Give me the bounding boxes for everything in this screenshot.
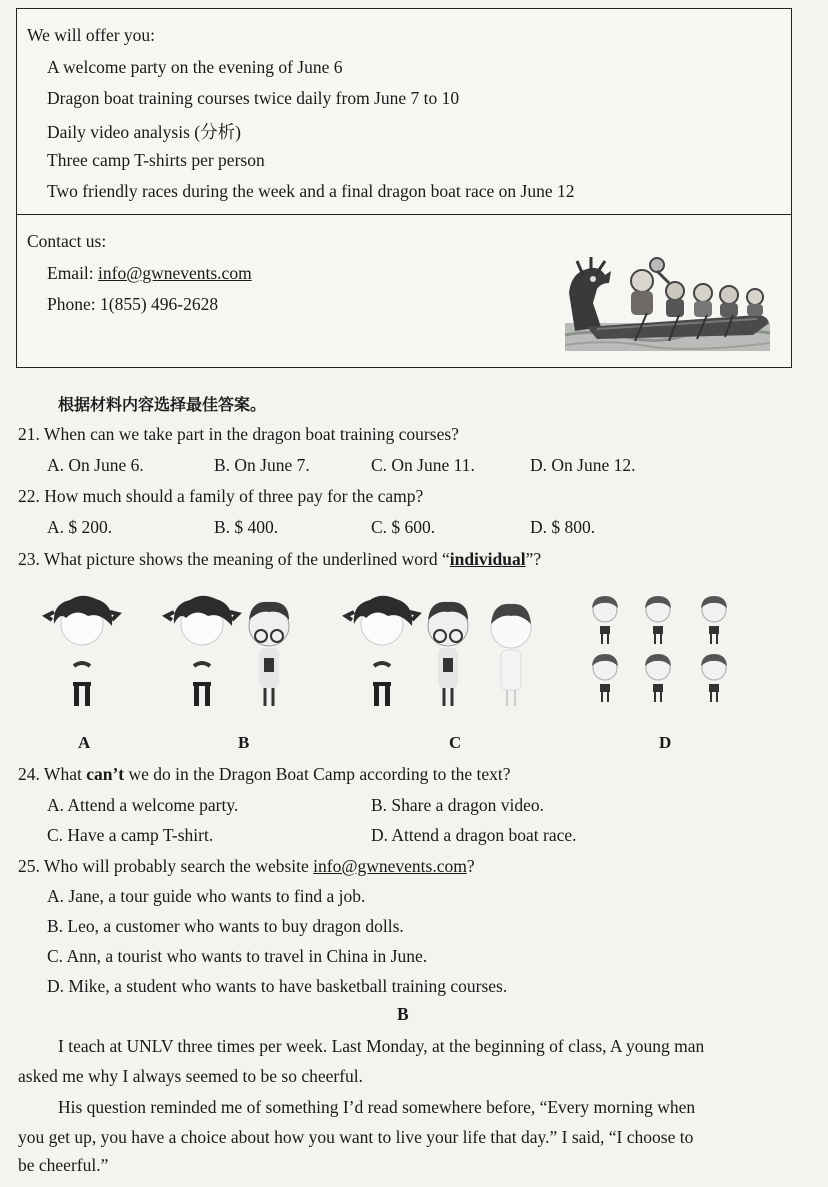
underlined-word: individual xyxy=(449,549,526,569)
offer-item: Two friendly races during the week and a final dragon boat race on June 12 xyxy=(47,181,575,201)
picture-label-d: D xyxy=(659,733,672,752)
offer-item: Dragon boat training courses twice daily from June 7 to 10 xyxy=(47,88,460,108)
question-22-stem: 22. How much should a family of three pay for the camp? xyxy=(18,486,424,506)
passage-b-heading: B xyxy=(397,1004,409,1024)
question-23-stem xyxy=(18,549,541,570)
question-25-stem xyxy=(18,856,475,877)
question-21-option-a[interactable]: A. On June 6. xyxy=(47,455,144,475)
offer-item: Three camp T-shirts per person xyxy=(47,150,265,170)
question-25-option-b[interactable]: B. Leo, a customer who wants to buy dragon dolls. xyxy=(47,916,404,936)
email-link[interactable]: info@gwnevents.com xyxy=(98,263,252,283)
question-25-option-d[interactable]: D. Mike, a student who wants to have basketball training courses. xyxy=(47,976,508,996)
question-24-stem xyxy=(18,764,510,785)
offer-item: Daily video analysis (分析) xyxy=(47,122,241,142)
picture-d xyxy=(592,596,727,702)
passage-b-line: asked me why I always seemed to be so cheerful. xyxy=(18,1066,364,1086)
question-24-stem-bold: can’t xyxy=(86,764,125,784)
question-25-stem-pre: 25. Who will probably search the website xyxy=(18,856,314,876)
question-22-option-b[interactable]: B. $ 400. xyxy=(214,517,279,537)
dragon-boat-illustration xyxy=(557,253,777,357)
question-24-option-b[interactable]: B. Share a dragon video. xyxy=(371,795,545,815)
question-24-option-c[interactable]: C. Have a camp T-shirt. xyxy=(47,825,214,845)
picture-c xyxy=(346,596,531,706)
picture-b xyxy=(166,596,289,706)
picture-label-a: A xyxy=(78,733,91,752)
picture-label-b: B xyxy=(238,733,250,752)
offer-heading: We will offer you: xyxy=(27,25,156,45)
contact-heading: Contact us: xyxy=(27,231,107,251)
passage-b-line: I teach at UNLV three times per week. Last Monday, at the beginning of class, A young man xyxy=(58,1036,705,1056)
passage-b-line: His question reminded me of something I’d read somewhere before, “Every morning when xyxy=(58,1097,696,1117)
question-25-option-a[interactable]: A. Jane, a tour guide who wants to find a job. xyxy=(47,886,366,906)
email-label: Email: xyxy=(47,263,94,283)
question-23-stem-post: ”? xyxy=(525,549,542,569)
question-21-option-b[interactable]: B. On June 7. xyxy=(214,455,310,475)
email-line xyxy=(47,263,252,284)
question-21-stem: 21. When can we take part in the dragon boat training courses? xyxy=(18,424,459,444)
passage-b-line: be cheerful.” xyxy=(18,1155,109,1175)
question-23-pictures xyxy=(40,590,760,718)
question-22-option-d[interactable]: D. $ 800. xyxy=(530,517,596,537)
question-25-option-c[interactable]: C. Ann, a tourist who wants to travel in China in June. xyxy=(47,946,428,966)
question-21-option-d[interactable]: D. On June 12. xyxy=(530,455,636,475)
instruction-text: 根据材料内容选择最佳答案。 xyxy=(58,395,267,414)
question-25-website-link[interactable]: info@gwnevents.com xyxy=(313,856,467,876)
question-22-option-a[interactable]: A. $ 200. xyxy=(47,517,113,537)
offer-item: A welcome party on the evening of June 6 xyxy=(47,57,343,77)
question-24-stem-post: we do in the Dragon Boat Camp according to the text? xyxy=(124,764,511,784)
phone-line: Phone: 1(855) 496-2628 xyxy=(47,294,219,314)
contact-section xyxy=(17,215,791,367)
question-25-stem-post: ? xyxy=(466,856,475,876)
question-24-stem-pre: 24. What xyxy=(18,764,87,784)
picture-a xyxy=(46,596,118,706)
offer-section xyxy=(17,9,791,215)
picture-label-c: C xyxy=(449,733,462,752)
question-24-option-d[interactable]: D. Attend a dragon boat race. xyxy=(371,825,577,845)
passage-b-line: you get up, you have a choice about how you want to live your life that day.” I said, “I choose to xyxy=(18,1127,694,1147)
camp-notice-box xyxy=(16,8,792,368)
question-23-stem-pre: 23. What picture shows the meaning of the underlined word “ xyxy=(18,549,450,569)
question-24-option-a[interactable]: A. Attend a welcome party. xyxy=(47,795,239,815)
question-22-option-c[interactable]: C. $ 600. xyxy=(371,517,436,537)
question-21-option-c[interactable]: C. On June 11. xyxy=(371,455,475,475)
